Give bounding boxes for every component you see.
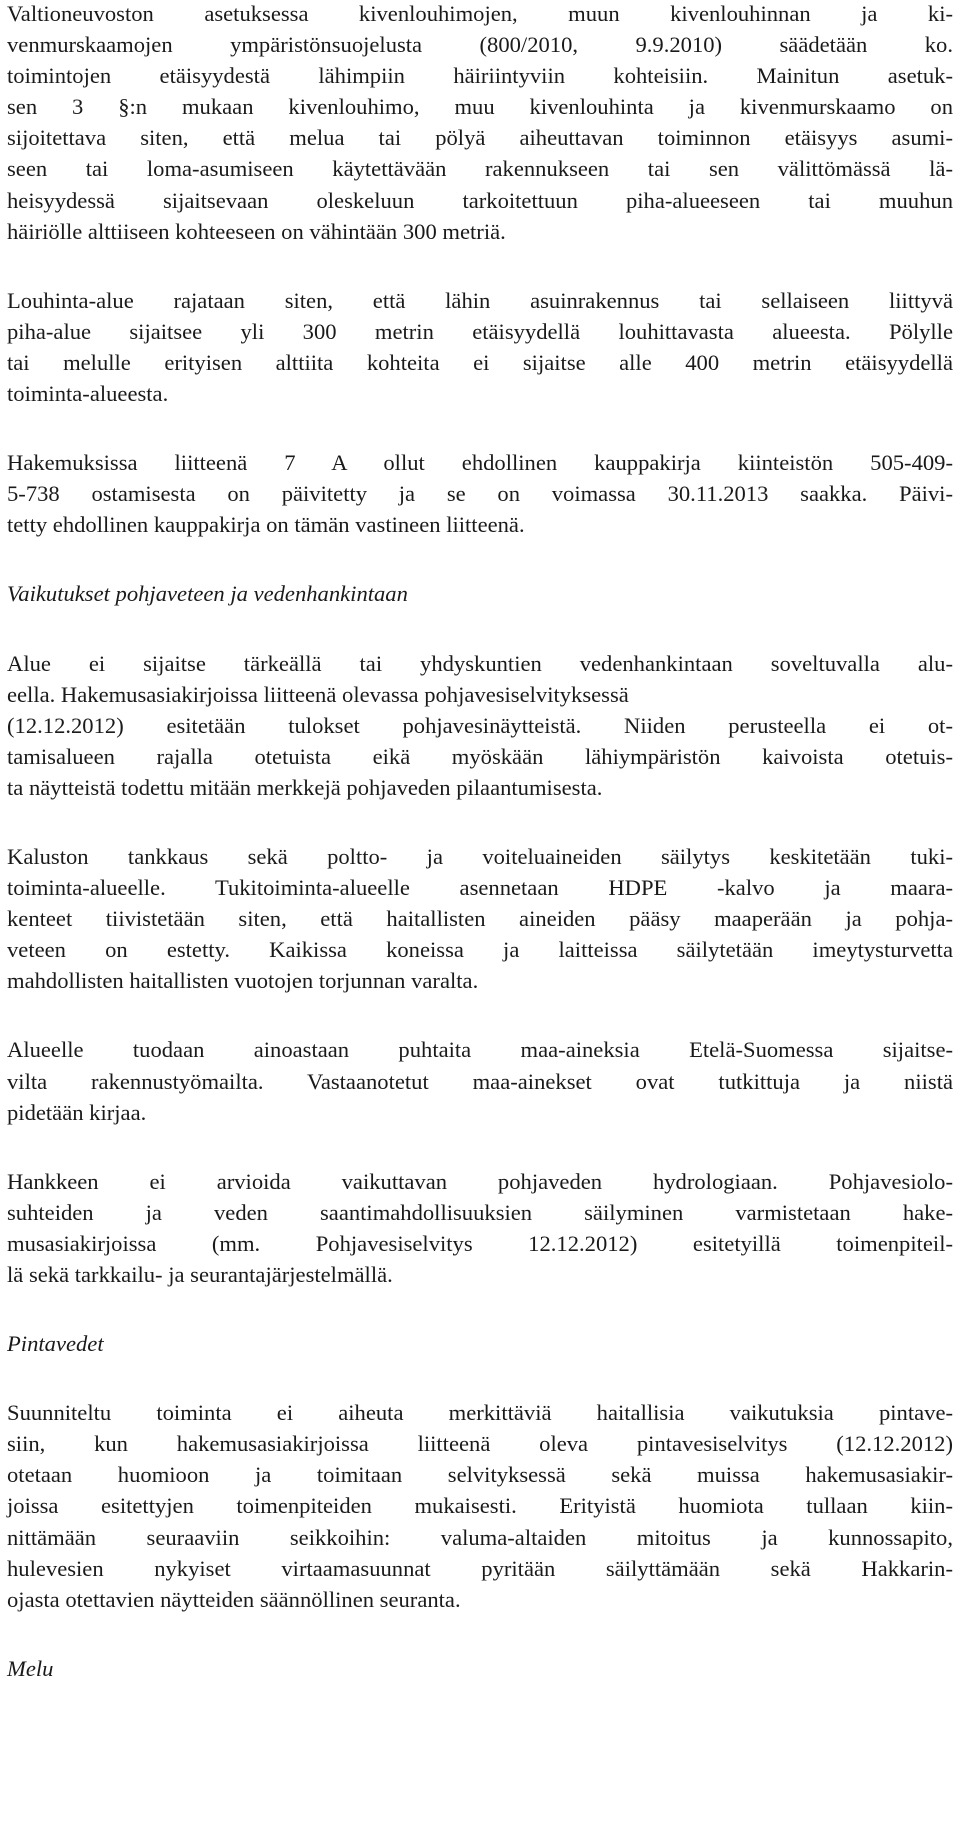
text-line: joissa esitettyjen toimenpiteiden mukaisesti. Erityistä huomiota tullaan kiin- xyxy=(7,1493,953,1519)
text-line: tetty ehdollinen kauppakirja on tämän vastineen liitteenä. xyxy=(7,512,525,538)
text-line: vilta rakennustyömailta. Vastaanotetut maa-ainekset ovat tutkittuja ja niistä xyxy=(7,1068,953,1094)
text-line: sijoitettava siten, että melua tai pölyä aiheuttavan toiminnon etäisyys asumi- xyxy=(7,125,953,151)
text-line: 5-738 ostamisesta on päivitetty ja se on voimassa 30.11.2013 saakka. Päivi- xyxy=(7,481,953,507)
text-line: tamisalueen rajalla otetuista eikä myöskään lähiympäristön kaivoista otetuis- xyxy=(7,743,953,769)
text-line: nittämään seuraaviin seikkoihin: valuma-altaiden mitoitus ja kunnossapito, xyxy=(7,1524,953,1550)
text-line: tai melulle erityisen alttiita kohteita ei sijaitse alle 400 metrin etäisyydellä xyxy=(7,349,953,375)
text-line: hulevesien nykyiset virtaamasuunnat pyritään säilyttämään sekä Hakkarin- xyxy=(7,1555,953,1581)
text-line: kenteet tiivistetään siten, että haitallisten aineiden pääsy maaperään ja pohja- xyxy=(7,906,953,932)
text-line: Louhinta-alue rajataan siten, että lähin asuinrakennus tai sellaiseen liittyvä xyxy=(7,287,953,313)
paragraph-pintavesivaikutukset xyxy=(7,1397,953,1615)
text-line: Valtioneuvoston asetuksessa kivenlouhimojen, muun kivenlouhinnan ja ki- xyxy=(7,1,953,26)
text-line: Hankkeen ei arvioida vaikuttavan pohjaveden hydrologiaan. Pohjavesiolo- xyxy=(7,1168,953,1194)
text-line: Alue ei sijaitse tärkeällä tai yhdyskuntien vedenhankintaan soveltuvalla alu- xyxy=(7,650,953,676)
text-line: ojasta otettavien näytteiden säännöllinen seuranta. xyxy=(7,1586,461,1612)
text-line: toiminta-alueesta. xyxy=(7,381,169,407)
text-line: mahdollisten haitallisten vuotojen torjunnan varalta. xyxy=(7,968,479,994)
text-line: Hakemuksissa liitteenä 7 A ollut ehdollinen kauppakirja kiinteistön 505-409- xyxy=(7,450,953,476)
paragraph-louhinta-alue xyxy=(7,285,953,409)
paragraph-hydrologia xyxy=(7,1166,953,1290)
text-line: venmurskaamojen ympäristönsuojelusta (800/2010, 9.9.2010) säädetään ko. xyxy=(7,32,953,58)
text-line: ta näytteistä todettu mitään merkkejä pohjaveden pilaantumisesta. xyxy=(7,774,603,800)
heading-text: Vaikutukset pohjaveteen ja vedenhankintaan xyxy=(7,581,408,607)
text-line: toimintojen etäisyydestä lähimpiin häiriintyviin kohteisiin. Mainitun asetuk- xyxy=(7,63,953,89)
text-line: siin, kun hakemusasiakirjoissa liitteenä oleva pintavesiselvitys (12.12.2012) xyxy=(7,1431,953,1457)
text-line: toiminta-alueelle. Tukitoiminta-alueelle asennetaan HDPE -kalvo ja maara- xyxy=(7,875,953,901)
text-line: otetaan huomioon ja toimitaan selvityksessä sekä muissa hakemusasiakir- xyxy=(7,1462,953,1488)
text-line: eella. Hakemusasiakirjoissa liitteenä olevassa pohjavesiselvityksessä xyxy=(7,681,629,707)
text-line: heisyydessä sijaitsevaan oleskeluun tarkoitettuun piha-alueeseen tai muuhun xyxy=(7,187,953,213)
text-line: suhteiden ja veden saantimahdollisuuksien säilyminen varmistetaan hake- xyxy=(7,1199,953,1225)
section-heading-pohjavesi xyxy=(7,578,953,609)
text-line: piha-alue sijaitsee yli 300 metrin etäisyydellä louhittavasta alueesta. Pölylle xyxy=(7,318,953,344)
text-line: sen 3 §:n mukaan kivenlouhimo, muu kivenlouhinta ja kivenmurskaamo on xyxy=(7,94,953,120)
text-line: Alueelle tuodaan ainoastaan puhtaita maa-aineksia Etelä-Suomessa sijaitse- xyxy=(7,1037,953,1063)
section-heading-melu xyxy=(7,1653,953,1684)
text-line: Suunniteltu toiminta ei aiheuta merkittäviä haitallisia vaikutuksia pintave- xyxy=(7,1400,953,1426)
text-line: (12.12.2012) esitetään tulokset pohjavesinäytteistä. Niiden perusteella ei ot- xyxy=(7,712,953,738)
paragraph-kaluston-tankkaus xyxy=(7,841,953,996)
paragraph-asetus xyxy=(7,0,953,247)
paragraph-alue-ei-sijaitse xyxy=(7,648,953,803)
text-line: seen tai loma-asumiseen käytettävään rakennukseen tai sen välittömässä lä- xyxy=(7,156,953,182)
document-page xyxy=(7,0,953,1684)
paragraph-maa-ainekset xyxy=(7,1034,953,1127)
paragraph-kauppakirja xyxy=(7,447,953,540)
heading-text: Pintavedet xyxy=(7,1331,104,1357)
text-line: musasiakirjoissa (mm. Pohjavesiselvitys 12.12.2012) esitetyillä toimenpiteil- xyxy=(7,1230,953,1256)
text-line: veteen on estetty. Kaikissa koneissa ja laitteissa säilytetään imeytysturvetta xyxy=(7,937,953,963)
section-heading-pintavedet xyxy=(7,1328,953,1359)
text-line: pidetään kirjaa. xyxy=(7,1099,147,1125)
text-line: lä sekä tarkkailu- ja seurantajärjestelmällä. xyxy=(7,1262,393,1287)
text-line: häiriölle alttiiseen kohteeseen on vähintään 300 metriä. xyxy=(7,218,506,244)
text-line: Kaluston tankkaus sekä poltto- ja voiteluaineiden säilytys keskitetään tuki- xyxy=(7,843,953,869)
heading-text: Melu xyxy=(7,1655,54,1681)
